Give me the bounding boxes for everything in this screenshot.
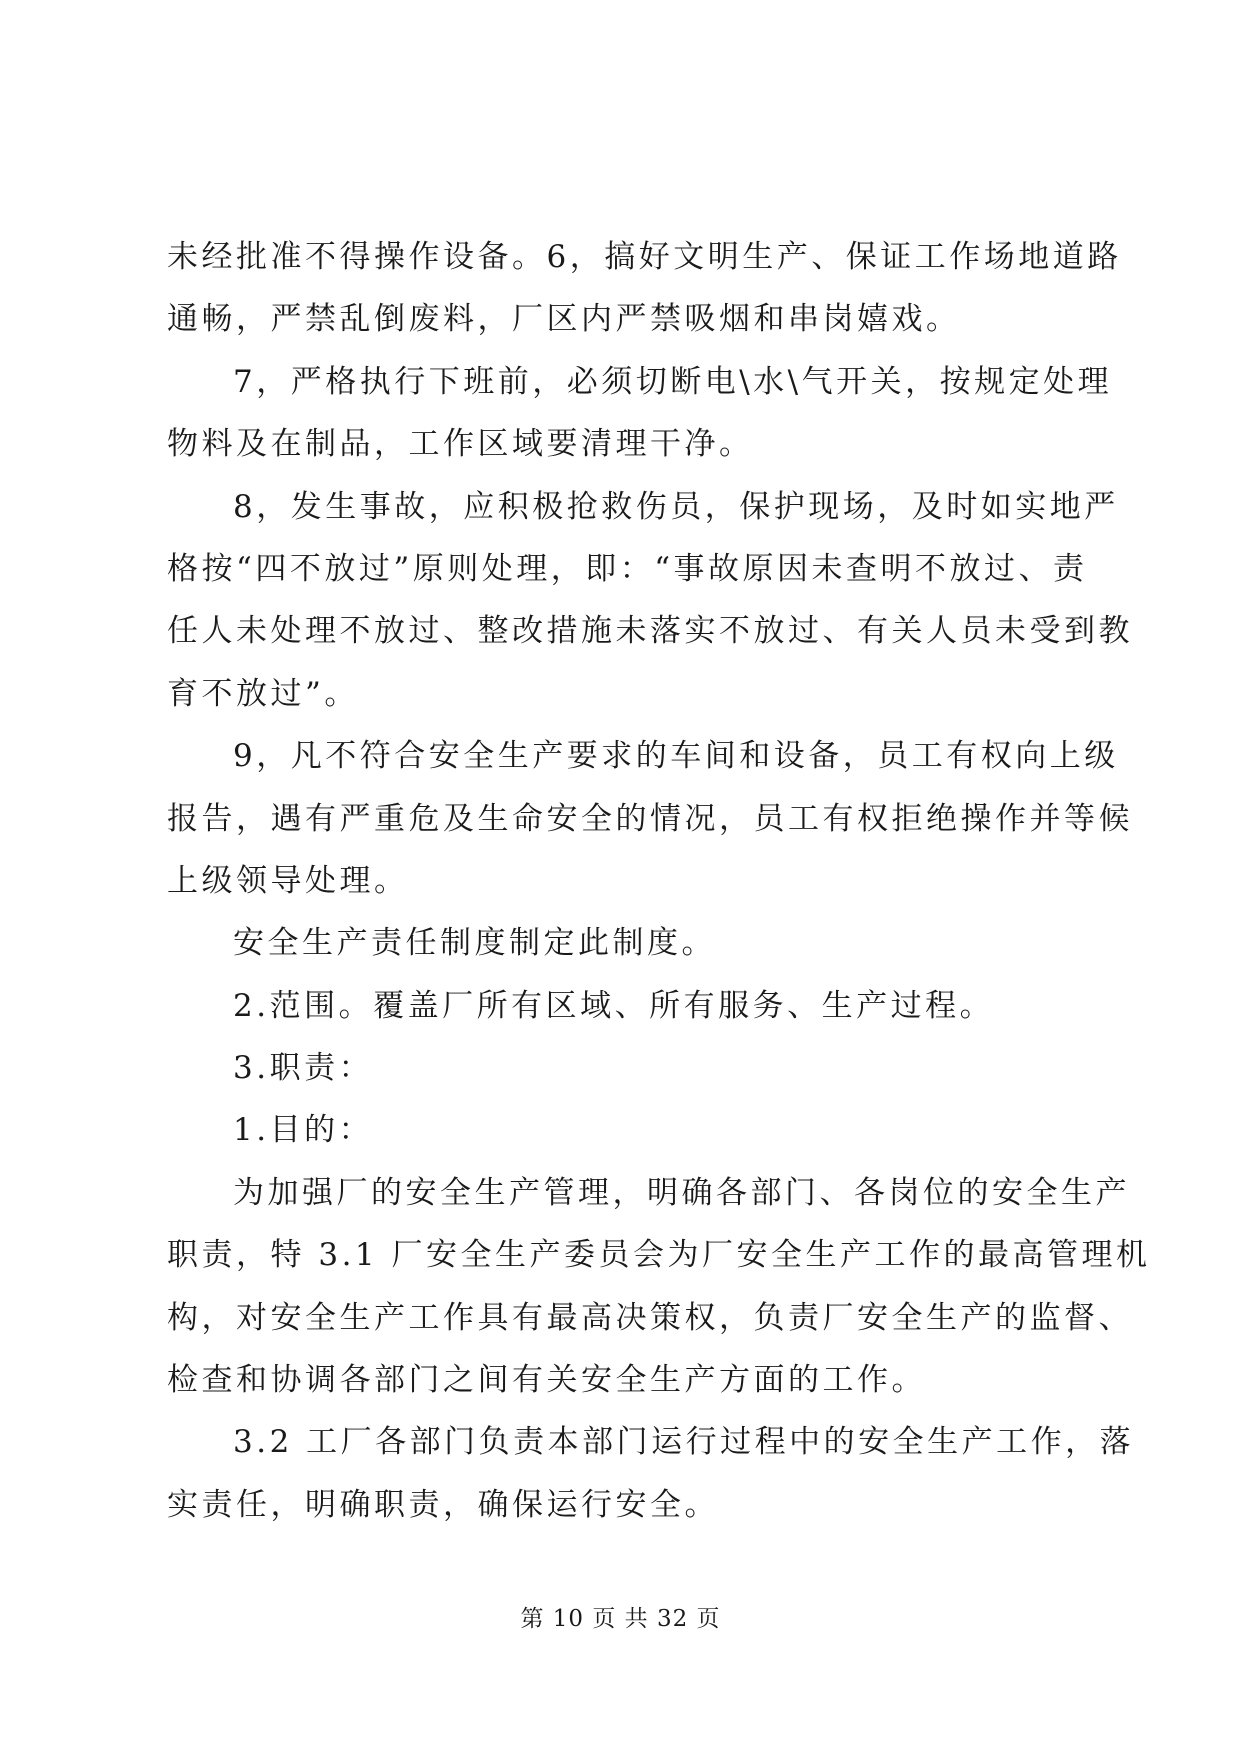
text-line: 通畅，严禁乱倒废料，厂区内严禁吸烟和串岗嬉戏。 xyxy=(167,301,961,338)
text-line: 1.目的： xyxy=(233,1112,374,1149)
text-line: 格按“四不放过”原则处理，即：“事故原因未查明不放过、责 xyxy=(167,550,1088,587)
text-line: 物料及在制品，工作区域要清理干净。 xyxy=(167,426,754,463)
text-line: 未经批准不得操作设备。6，搞好文明生产、保证工作场地道路 xyxy=(167,239,1122,275)
text-line: 7，严格执行下班前，必须切断电\水\气开关，按规定处理 xyxy=(233,363,1113,400)
text-line: 检查和协调各部门之间有关安全生产方面的工作。 xyxy=(167,1362,926,1399)
text-line: 报告，遇有严重危及生命安全的情况，员工有权拒绝操作并等候 xyxy=(167,800,1133,837)
text-line: 3.2 工厂各部门负责本部门运行过程中的安全生产工作，落 xyxy=(233,1424,1135,1461)
text-line: 任人未处理不放过、整改措施未落实不放过、有关人员未受到教 xyxy=(167,613,1133,650)
text-line: 为加强厂的安全生产管理，明确各部门、各岗位的安全生产 xyxy=(233,1174,1130,1211)
text-line: 职责，特 3.1 厂安全生产委员会为厂安全生产工作的最高管理机 xyxy=(167,1237,1151,1274)
text-line: 安全生产责任制度制定此制度。 xyxy=(233,925,716,962)
text-line: 实责任，明确职责，确保运行安全。 xyxy=(167,1486,719,1523)
text-line: 3.职责： xyxy=(233,1050,374,1087)
text-line: 构，对安全生产工作具有最高决策权，负责厂安全生产的监督、 xyxy=(167,1299,1133,1336)
text-line: 2.范围。覆盖厂所有区域、所有服务、生产过程。 xyxy=(233,987,995,1024)
text-line: 9，凡不符合安全生产要求的车间和设备，员工有权向上级 xyxy=(233,738,1119,775)
page-number-footer: 第 10 页 共 32 页 xyxy=(520,1606,721,1632)
text-line: 上级领导处理。 xyxy=(167,862,409,899)
document-body xyxy=(167,226,1151,1536)
text-line: 8，发生事故，应积极抢救伤员，保护现场，及时如实地严 xyxy=(233,488,1119,525)
text-line: 育不放过”。 xyxy=(167,675,359,712)
